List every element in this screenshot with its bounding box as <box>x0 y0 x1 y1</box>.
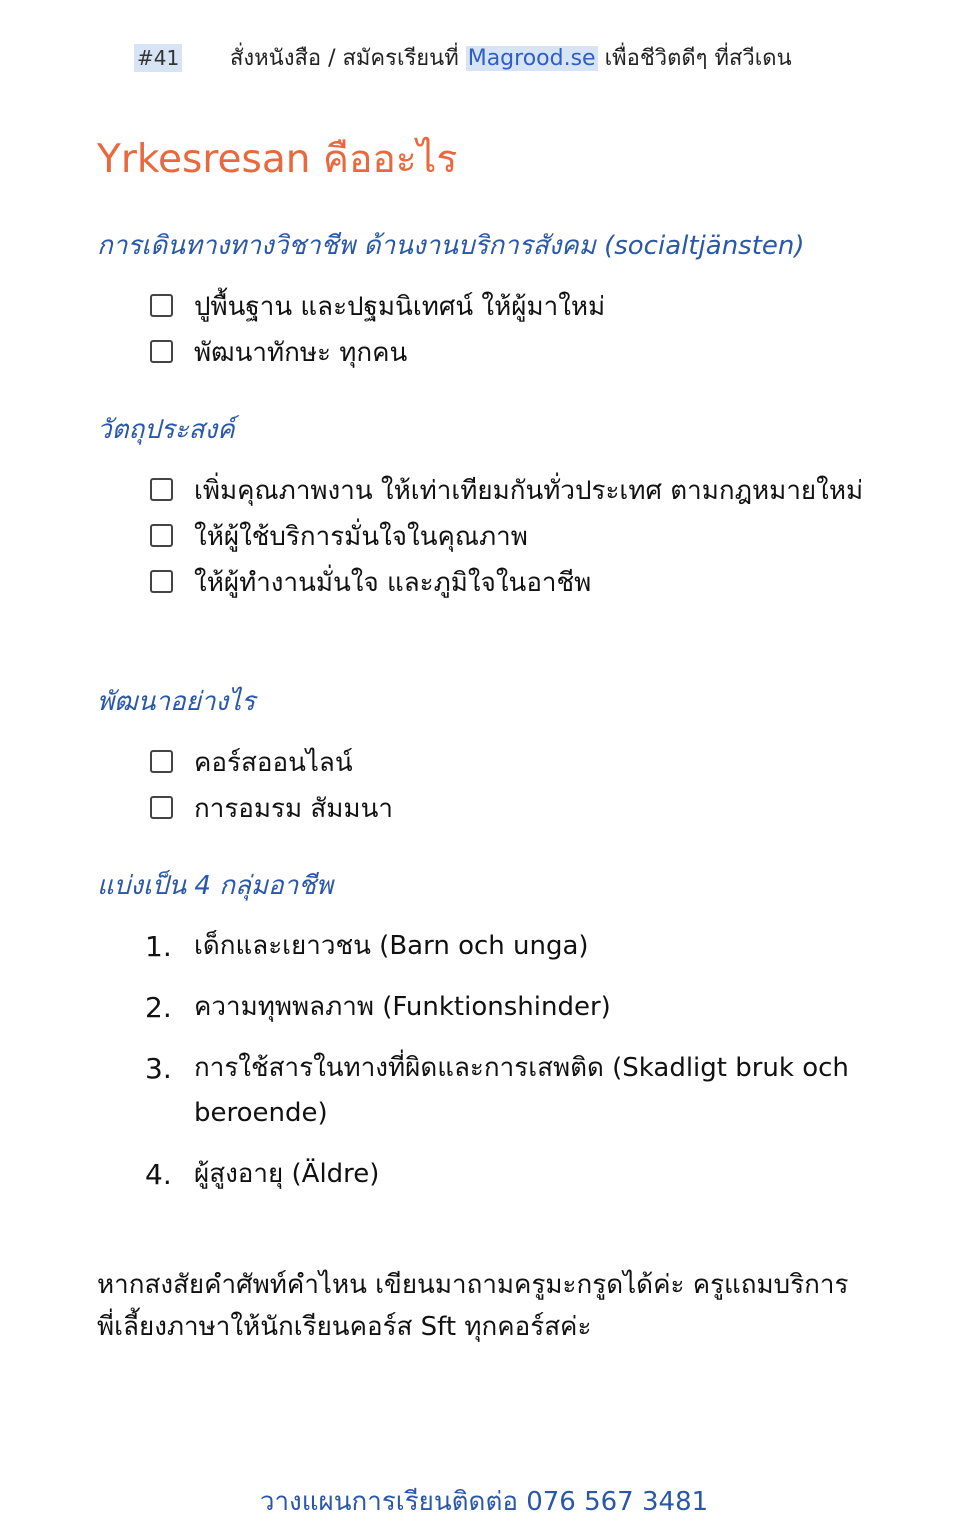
list-item <box>140 1152 880 1197</box>
list-number: 3. <box>145 1052 172 1085</box>
checklist-item <box>148 332 868 374</box>
page-header <box>0 42 968 76</box>
checkbox[interactable] <box>150 570 173 593</box>
list-item-text: ความทุพพลภาพ (Funktionshinder) <box>194 992 611 1022</box>
list-item-text: ผู้สูงอายุ (Äldre) <box>194 1159 380 1189</box>
checkbox[interactable] <box>150 478 173 501</box>
checklist-item <box>148 286 868 328</box>
page-title: Yrkesresan คืออะไร <box>97 137 458 182</box>
checklist-objectives <box>148 470 868 608</box>
header-text-after-link: เพื่อชีวิตดีๆ ที่สวีเดน <box>597 46 792 71</box>
checkbox[interactable] <box>150 524 173 547</box>
checklist-item <box>148 788 868 830</box>
checklist-how-to-develop <box>148 742 868 834</box>
checklist-item <box>148 742 868 784</box>
list-item-text: เด็กและเยาวชน (Barn och unga) <box>194 931 589 961</box>
page-number: #41 <box>134 44 182 72</box>
occupation-groups-list <box>140 924 880 1213</box>
header-text-before-link: สั่งหนังสือ / สมัครเรียนที่ <box>230 46 466 71</box>
section-heading-occupation-groups: แบ่งเป็น 4 กลุ่มอาชีพ <box>97 871 334 901</box>
list-item <box>140 924 880 969</box>
list-number: 2. <box>145 991 172 1024</box>
checklist-item-label: ให้ผู้ทำงานมั่นใจ และภูมิใจในอาชีพ <box>194 568 592 598</box>
checklist-item-label: เพิ่มคุณภาพงาน ให้เท่าเทียมกันทั่วประเทศ ตามกฎหมายใหม่ <box>194 476 864 506</box>
list-number: 1. <box>145 930 172 963</box>
checklist-item <box>148 470 868 512</box>
list-item <box>140 985 880 1030</box>
section-heading-how-to-develop: พัฒนาอย่างไร <box>97 687 256 717</box>
checklist-item-label: ให้ผู้ใช้บริการมั่นใจในคุณภาพ <box>194 522 528 552</box>
list-item-text: การใช้สารในทางที่ผิดและการเสพติด (Skadligt bruk och beroende) <box>194 1053 849 1128</box>
checkbox[interactable] <box>150 340 173 363</box>
checklist-item-label: พัฒนาทักษะ ทุกคน <box>194 338 408 368</box>
checklist-item-label: ปูพื้นฐาน และปฐมนิเทศน์ ให้ผู้มาใหม่ <box>194 292 606 322</box>
contact-footer: วางแผนการเรียนติดต่อ 076 567 3481 <box>259 1487 709 1517</box>
checkbox[interactable] <box>150 796 173 819</box>
section-heading-objectives: วัตถุประสงค์ <box>97 415 235 445</box>
checklist-item-label: การอมรม สัมมนา <box>194 794 393 824</box>
vocabulary-note: หากสงสัยคำศัพท์คำไหน เขียนมาถามครูมะกรูดได้ค่ะ ครูแถมบริการพี่เลี้ยงภาษาให้นักเรียนคอร์ส Sft ทุกคอร์สค่ะ <box>97 1270 849 1342</box>
list-item <box>140 1046 880 1136</box>
header-text <box>230 42 792 76</box>
list-number: 4. <box>145 1158 172 1191</box>
checklist-item <box>148 562 868 604</box>
checkbox[interactable] <box>150 294 173 317</box>
checklist-item-label: คอร์สออนไลน์ <box>194 748 353 778</box>
checklist-career-journey <box>148 286 868 378</box>
checkbox[interactable] <box>150 750 173 773</box>
magrood-link[interactable]: Magrood.se <box>467 46 596 71</box>
section-heading-career-journey: การเดินทางทางวิชาชีพ ด้านงานบริการสังคม (socialtjänsten) <box>97 231 805 261</box>
checklist-item <box>148 516 868 558</box>
